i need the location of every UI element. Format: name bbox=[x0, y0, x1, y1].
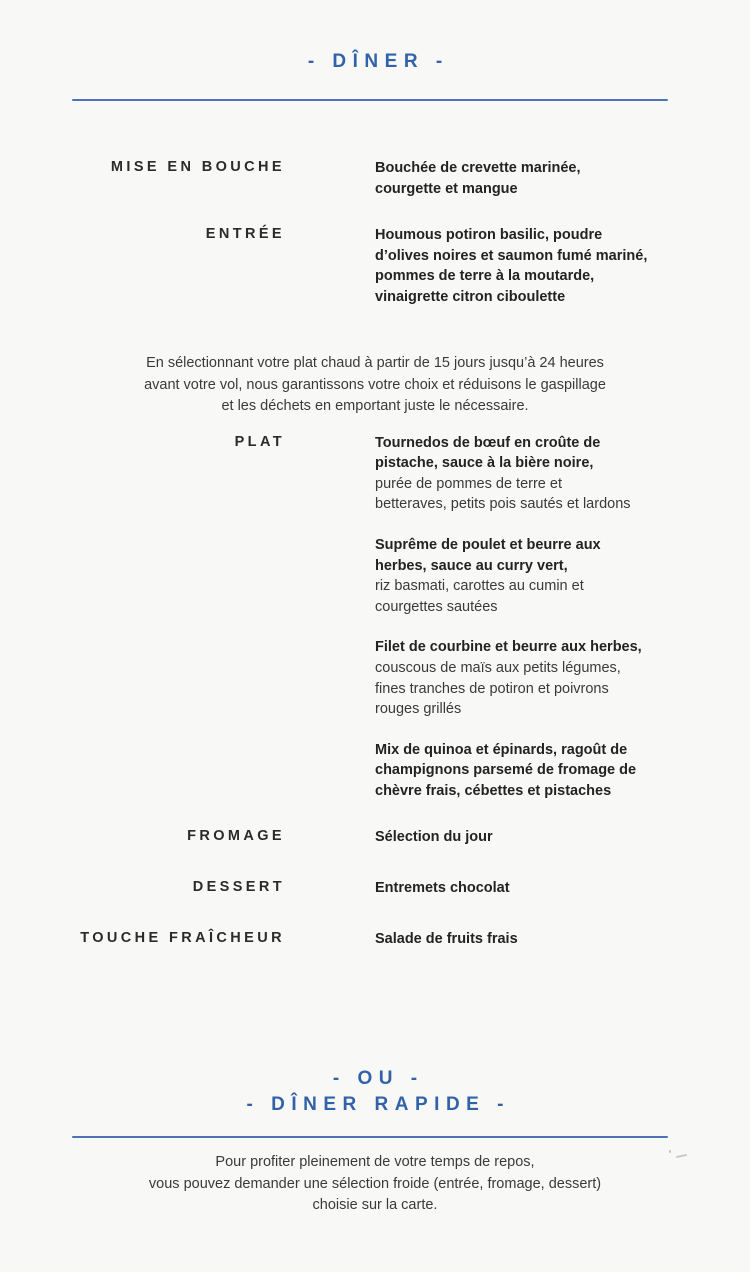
alternative-title-or: - OU - bbox=[332, 1068, 424, 1089]
divider-top bbox=[72, 99, 668, 101]
alternative-note-line: choisie sur la carte. bbox=[312, 1197, 438, 1213]
eco-note-line: avant votre vol, nous garantissons votre choix et réduisons le gaspillage bbox=[144, 376, 606, 393]
eco-note bbox=[75, 353, 675, 418]
course-dessert bbox=[0, 878, 750, 899]
dish-item bbox=[375, 433, 750, 515]
dish-desc-line: couscous de maïs aux petits légumes, bbox=[375, 659, 621, 676]
course-fromage bbox=[0, 827, 750, 848]
course-label: PLAT bbox=[234, 433, 285, 450]
course-entree bbox=[0, 225, 750, 307]
dish-title-line: Suprême de poulet et beurre aux bbox=[375, 536, 601, 553]
course-label: TOUCHE FRAÎCHEUR bbox=[80, 929, 285, 946]
page-title-dinner: - DÎNER - bbox=[307, 51, 449, 72]
course-dishes bbox=[285, 225, 750, 307]
dish-item bbox=[375, 158, 750, 199]
dish-title-line: Filet de courbine et beurre aux herbes, bbox=[375, 639, 642, 656]
dish-desc-line: courgettes sautées bbox=[375, 598, 498, 615]
course-label: MISE EN BOUCHE bbox=[110, 159, 285, 175]
dish-item bbox=[375, 827, 750, 848]
course-label: ENTRÉE bbox=[205, 226, 285, 243]
course-label: FROMAGE bbox=[187, 828, 285, 845]
course-dishes bbox=[285, 929, 750, 950]
alternative-note bbox=[65, 1152, 685, 1217]
alternative-note-line: Pour profiter pleinement de votre temps de repos, bbox=[215, 1154, 535, 1170]
dish-desc-line: purée de pommes de terre et bbox=[375, 475, 562, 492]
dish-title-line: Houmous potiron basilic, poudre bbox=[375, 227, 603, 244]
alternative-note-line: vous pouvez demander une sélection froide (entrée, fromage, dessert) bbox=[148, 1175, 602, 1192]
dish-title-line: pistache, sauce à la bière noire, bbox=[375, 455, 594, 472]
dish-item bbox=[375, 878, 750, 899]
course-touche-fraicheur bbox=[0, 929, 750, 950]
dish-item bbox=[375, 740, 750, 802]
dish-title-line: pommes de terre à la moutarde, bbox=[375, 268, 595, 285]
dish-desc-line: betteraves, petits pois sautés et lardons bbox=[375, 496, 631, 513]
dish-title-line: d’olives noires et saumon fumé mariné, bbox=[375, 247, 648, 264]
course-mise-en-bouche bbox=[0, 158, 750, 199]
dish-title-line: Salade de fruits frais bbox=[375, 930, 518, 947]
dish-title-line: vinaigrette citron ciboulette bbox=[375, 288, 566, 305]
dish-title-line: courgette et mangue bbox=[375, 180, 518, 197]
dish-desc-line: fines tranches de potiron et poivrons bbox=[375, 680, 609, 697]
dish-title-line: Bouchée de crevette marinée, bbox=[375, 160, 581, 176]
course-dishes bbox=[285, 158, 750, 199]
dish-item bbox=[375, 225, 750, 307]
course-dishes bbox=[285, 827, 750, 848]
dish-title-line: Tournedos de bœuf en croûte de bbox=[375, 434, 601, 451]
menu-list bbox=[0, 158, 750, 975]
dish-title-line: Mix de quinoa et épinards, ragoût de bbox=[375, 741, 628, 758]
dish-title-line: herbes, sauce au curry vert, bbox=[375, 557, 568, 574]
eco-note-line: et les déchets en emportant juste le nécessaire. bbox=[221, 398, 529, 414]
alternative-title-quick-dinner: - DÎNER RAPIDE - bbox=[246, 1094, 510, 1115]
course-label: DESSERT bbox=[192, 879, 285, 896]
course-plat bbox=[0, 433, 750, 802]
dish-desc-line: rouges grillés bbox=[375, 701, 462, 718]
dish-title-line: Entremets chocolat bbox=[375, 880, 510, 897]
dish-title-line: chèvre frais, cébettes et pistaches bbox=[375, 782, 612, 799]
dish-item bbox=[375, 637, 750, 719]
dish-title-line: Sélection du jour bbox=[375, 829, 493, 846]
divider-bottom bbox=[72, 1136, 668, 1138]
dish-desc-line: riz basmati, carottes au cumin et bbox=[375, 578, 584, 595]
dish-item bbox=[375, 929, 750, 950]
eco-note-line: En sélectionnant votre plat chaud à partir de 15 jours jusqu’à 24 heures bbox=[146, 355, 604, 371]
course-dishes bbox=[285, 878, 750, 899]
course-dishes bbox=[285, 433, 750, 802]
dish-title-line: champignons parsemé de fromage de bbox=[375, 762, 637, 779]
dish-item bbox=[375, 535, 750, 617]
